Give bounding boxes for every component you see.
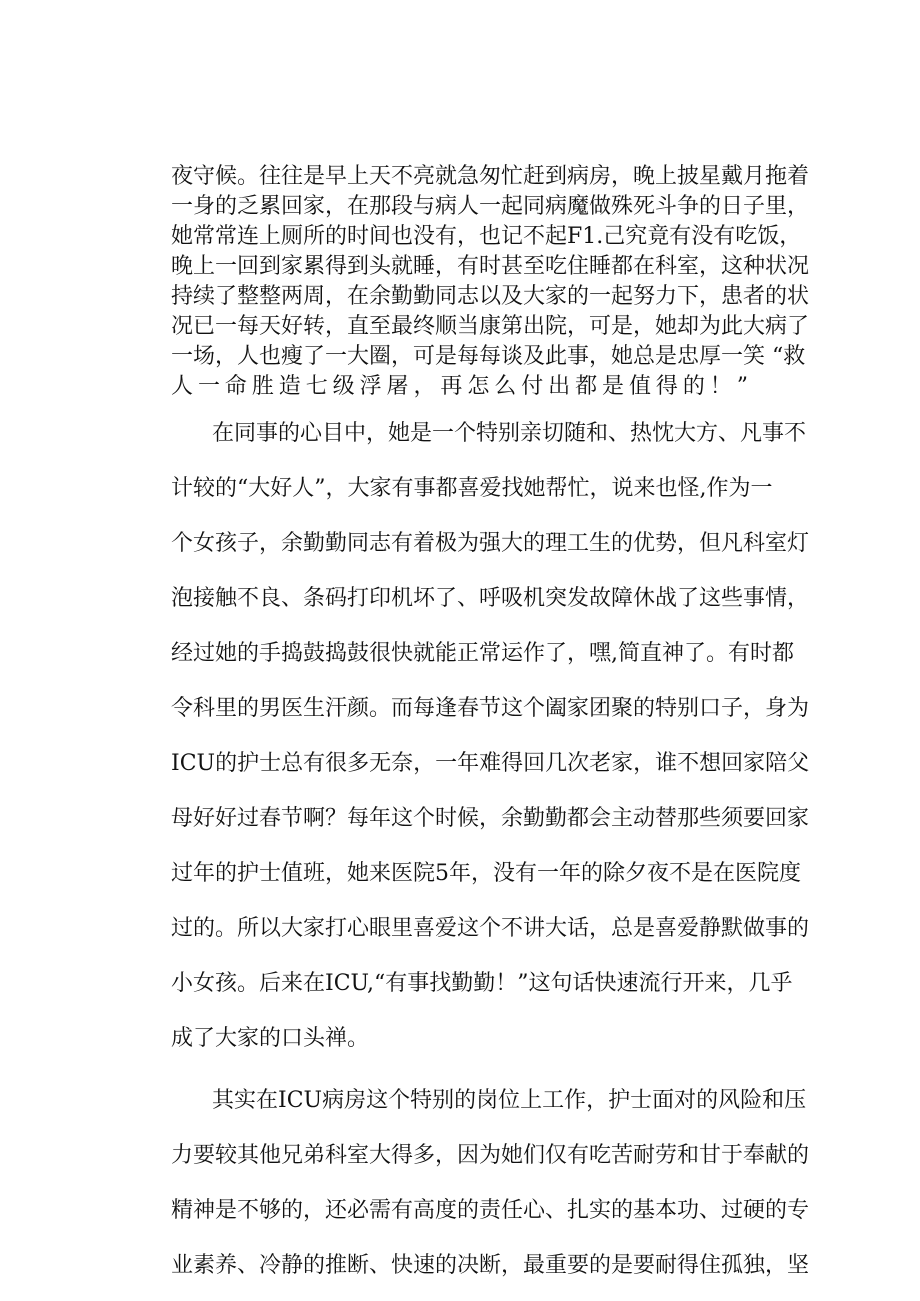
text-line: 精神是不够的，还必需有高度的责任心、扎实的基本功、过硬的专 xyxy=(171,1198,810,1223)
text-line: 一身的乏累回家，在那段与病人一起同病魔做殊死斗争的日子里， xyxy=(171,194,810,219)
text-line: 业素养、冷静的推断、快速的决断，最重要的是要耐得住孤独，坚 xyxy=(171,1253,810,1278)
text-line: 过年的护士值班，她来医院5年，没有一年的除夕夜不是在医院度 xyxy=(171,861,801,886)
text-line: 令科里的男医生汗颜。而每逢春节这个阖家团聚的特别口子，身为 xyxy=(171,696,810,721)
text-line: 成了大家的口头禅。 xyxy=(171,1026,370,1051)
text-line: 况已一每天好转，直至最终顺当康第出院，可是，她却为此大病了 xyxy=(171,314,810,339)
text-line: 经过她的手捣鼓捣鼓很快就能正常运作了，嘿,简直神了。有时都 xyxy=(171,641,794,666)
text-line: ICU的护士总有很多无奈，一年难得回几次老家，谁不想回家陪父 xyxy=(171,751,810,776)
text-line: 晚上一回到家累得到头就睡，有时甚至吃住睡都在科室，这种状况 xyxy=(171,254,810,279)
text-line: 夜守候。往往是早上天不亮就急匆忙赶到病房，晚上披星戴月拖着 xyxy=(171,164,810,189)
text-line: 人一命胜造七级浮屠，再怎么付出都是值得的！” xyxy=(171,374,753,399)
text-line: 在同事的心目中，她是一个特别亲切随和、热忱大方、凡事不 xyxy=(212,421,807,446)
text-line: 母好好过春节啊？每年这个时候，余勤勤都会主动替那些须要回家 xyxy=(171,806,810,831)
text-line: 泡接触不良、条码打印机坏了、呼吸机突发故障休战了这些事情， xyxy=(171,586,810,611)
text-line: 其实在ICU病房这个特别的岗位上工作，护士面对的风险和压 xyxy=(212,1088,807,1113)
text-line: 计较的“大好人”，大家有事都喜爱找她帮忙，说来也怪,作为一 xyxy=(171,476,773,501)
text-line: 个女孩子，余勤勤同志有着极为强大的理工生的优势，但凡科室灯 xyxy=(171,531,810,556)
text-line: 持续了整整两周，在余勤勤同志以及大家的一起努力下，患者的状 xyxy=(171,284,810,309)
text-line: 一场，人也瘦了一大圈，可是每每谈及此事，她总是忠厚一笑 “救 xyxy=(171,344,806,369)
text-line: 过的。所以大家打心眼里喜爱这个不讲大话，总是喜爱静默做事的 xyxy=(171,916,810,941)
text-line: 小女孩。后来在ICU,“有事找勤勤！”这句话快速流行开来，几乎 xyxy=(171,971,793,996)
text-line: 她常常连上厕所的时间也没有，也记不起F1.己究竟有没有吃饭， xyxy=(171,224,802,249)
text-line: 力要较其他兄弟科室大得多，因为她们仅有吃苦耐劳和甘于奉献的 xyxy=(171,1143,810,1168)
